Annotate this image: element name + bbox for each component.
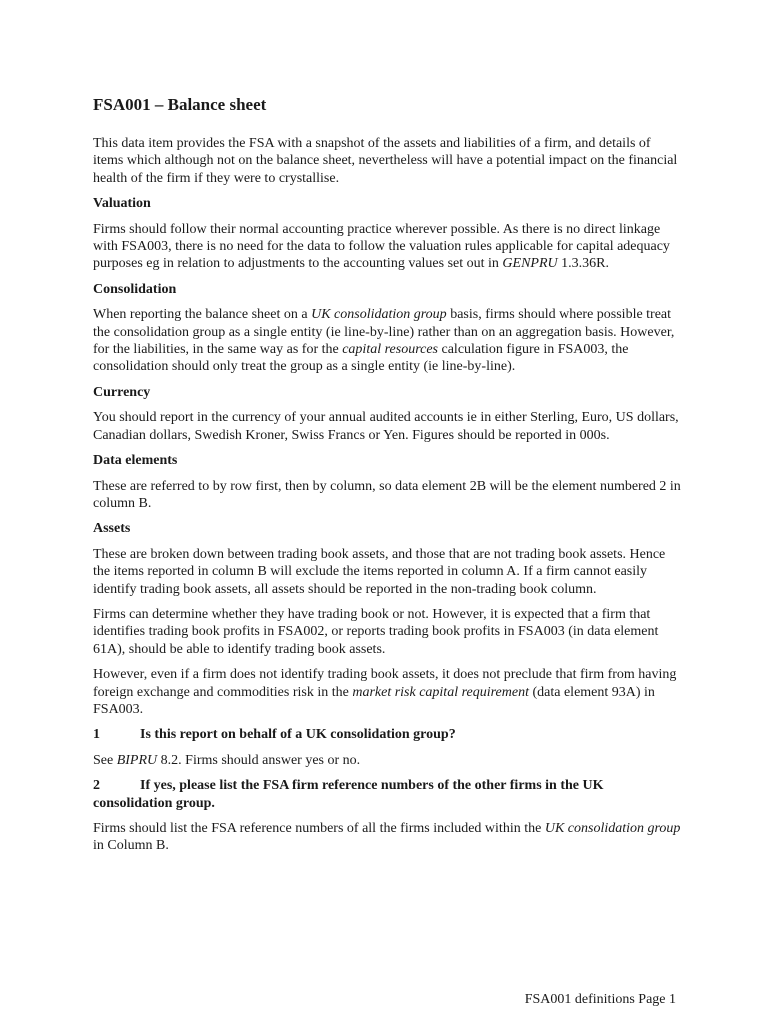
page-title: FSA001 – Balance sheet	[93, 95, 267, 114]
capital-resources-term: capital resources	[342, 342, 438, 358]
currency-heading: Currency	[93, 384, 151, 400]
assets-paragraph-2: Firms can determine whether they have trading book or not. However, it is expected that a firm that identifies trading book profits in FSA002, or reports trading book profits in FSA003 (in data element 61A), should be able to identify trading book assets.	[93, 606, 659, 657]
uk-consolidation-group-term: UK consolidation group	[311, 307, 447, 323]
valuation-heading: Valuation	[93, 196, 151, 212]
currency-paragraph: You should report in the currency of your annual audited accounts ie in either Sterling, Euro, US dollars, Canadian dollars, Swedish Kroner, Swiss Francs or Yen. Figures should be reported in 000s.	[93, 410, 679, 443]
question-2-number: 2	[93, 778, 100, 794]
data-elements-heading: Data elements	[93, 453, 178, 469]
question-1-answer: See BIPRU 8.2. Firms should answer yes or no.	[93, 752, 361, 768]
assets-paragraph-3: However, even if a firm does not identify trading book assets, it does not preclude that firm from having foreign exchange and commodities risk in the market risk capital requirement (data element 93A) in FSA003.	[93, 667, 677, 717]
consolidation-heading: Consolidation	[93, 281, 177, 297]
question-1-text: Is this report on behalf of a UK consolidation group?	[140, 727, 456, 743]
data-elements-paragraph: These are referred to by row first, then by column, so data element 2B will be the element numbered 2 in column B.	[93, 478, 681, 511]
question-1-number: 1	[93, 727, 100, 743]
question-2-heading	[93, 777, 683, 812]
page-footer: FSA001 definitions Page 1	[524, 992, 676, 1007]
market-risk-term: market risk capital requirement	[352, 684, 529, 700]
question-2-text: If yes, please list the FSA firm reference numbers of the other firms in the UK consolidation group.	[93, 778, 604, 811]
genpru-term: GENPRU	[502, 256, 558, 272]
assets-heading: Assets	[93, 521, 131, 537]
question-1-heading	[93, 726, 683, 743]
assets-paragraph-1: These are broken down between trading book assets, and those that are not trading book assets. Hence the items reported in column B will exclude the items reported in column A. If a firm cannot easily identify trading book assets, all assets should be reported in the non-trading book column.	[93, 546, 666, 597]
consolidation-paragraph: When reporting the balance sheet on a UK consolidation group basis, firms should where possible treat the consolidation group as a single entity (ie line-by-line) rather than on an aggregation basis. However, for the liabilities, in the same way as for the capital resources calculation figure in FSA003, the consolidation should only treat the group as a single entity (ie line-by-line).	[93, 307, 675, 375]
document-page	[93, 94, 683, 863]
valuation-paragraph: Firms should follow their normal accounting practice wherever possible. As there is no direct linkage with FSA003, there is no need for the data to follow the valuation rules applicable for capital adequacy purposes eg in relation to adjustments to the accounting values set out in GENPRU 1.3.36R.	[93, 221, 670, 272]
question-2-answer: Firms should list the FSA reference numbers of all the firms included within the UK consolidation group in Column B.	[93, 821, 681, 854]
intro-paragraph: This data item provides the FSA with a snapshot of the assets and liabilities of a firm, and details of items which although not on the balance sheet, nevertheless will have a potential impact on the financial health of the firm if they were to crystallise.	[93, 136, 678, 186]
uk-consolidation-group-term-2: UK consolidation group	[544, 821, 681, 836]
bipru-term: BIPRU	[116, 752, 158, 768]
